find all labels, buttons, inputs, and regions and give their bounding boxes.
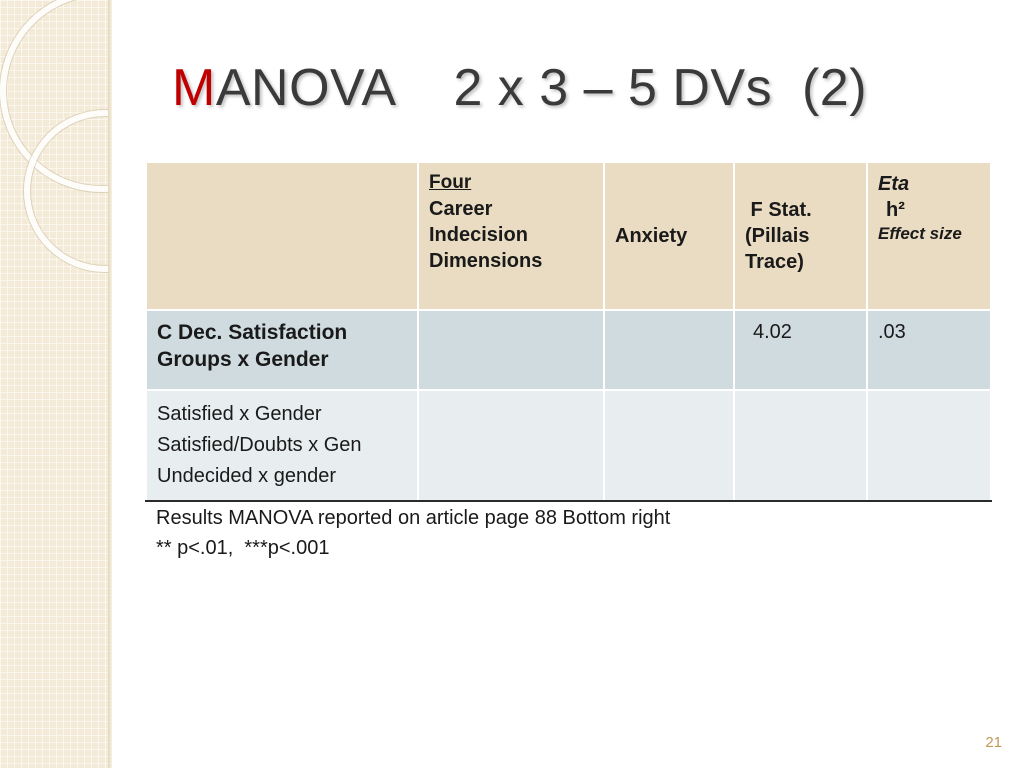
header-cell-anxiety: Anxiety	[604, 162, 734, 310]
row-label-line: C Dec. Satisfaction	[157, 321, 348, 344]
header-eta-label: Eta	[878, 173, 910, 195]
header-fstat-line: F Stat.	[745, 199, 812, 221]
header-indecision-line: Indecision	[429, 223, 528, 246]
cell-eta	[867, 390, 991, 501]
cell-f-stat	[734, 390, 867, 501]
cell-anxiety	[604, 390, 734, 501]
footnote-block	[156, 503, 670, 563]
header-four-label: Four	[429, 172, 472, 193]
table-row	[146, 390, 991, 501]
header-dimensions-line: Dimensions	[429, 249, 543, 272]
row-label-line: Satisfied x Gender	[157, 403, 322, 425]
row-label-line: Groups x Gender	[157, 348, 329, 372]
cell-career	[418, 390, 604, 501]
row-label-groups-gender	[146, 310, 418, 390]
cell-anxiety	[604, 310, 734, 390]
header-effect-size-label: Effect size	[878, 224, 962, 243]
cell-f-stat: 4.02	[734, 310, 867, 390]
row-label-subgroups	[146, 390, 418, 501]
results-table	[145, 161, 992, 502]
header-career-line: Career	[429, 197, 493, 220]
row-label-line: Satisfied/Doubts x Gen	[157, 434, 362, 456]
page-number: 21	[985, 734, 1002, 751]
header-cell-f-stat	[734, 162, 867, 310]
row-label-line: Undecided x gender	[157, 465, 337, 487]
title-text: ANOVA 2 x 3 – 5 DVs (2)	[215, 59, 868, 117]
footnote-significance: ** p<.01, ***p<.001	[156, 537, 330, 559]
table-row	[146, 310, 991, 390]
cell-career	[418, 310, 604, 390]
footnote-results: Results MANOVA reported on article page 88 Bottom right	[156, 507, 671, 529]
header-eta-symbol: h²	[886, 199, 905, 221]
table-header-row	[146, 162, 991, 310]
header-trace-line: Trace)	[745, 251, 804, 273]
header-cell-career-indecision	[418, 162, 604, 310]
header-pillais-line: (Pillais	[745, 225, 810, 247]
cell-eta: .03	[867, 310, 991, 390]
header-cell-empty	[146, 162, 418, 310]
decorative-side-band	[0, 0, 112, 768]
slide-title	[172, 58, 867, 118]
title-accent-letter: M	[172, 59, 216, 117]
header-cell-eta	[867, 162, 991, 310]
